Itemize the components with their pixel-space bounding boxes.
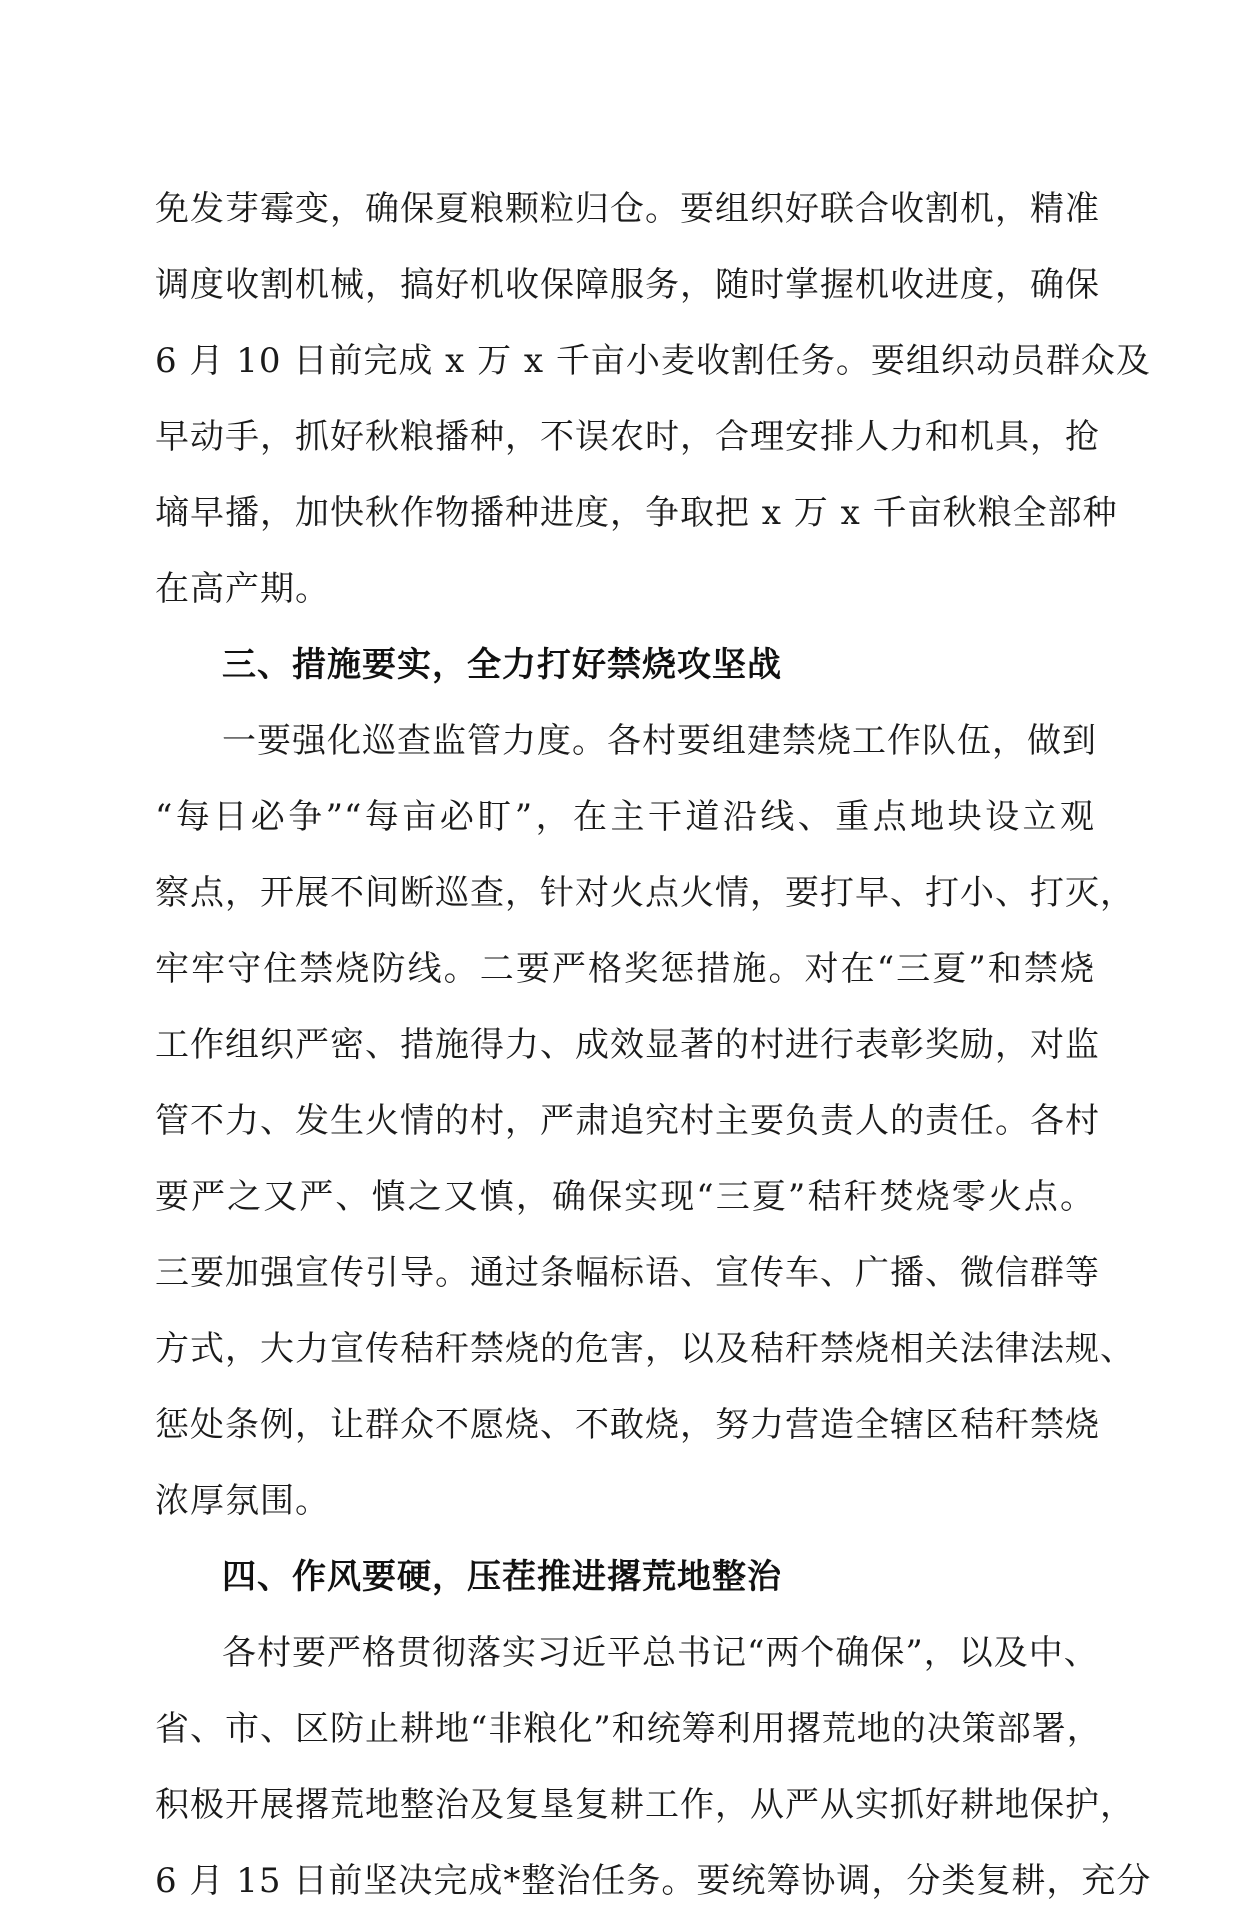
section-heading-3: 三、措施要实，全力打好禁烧攻坚战 [222,645,782,685]
paragraph-line: 省、市、区防止耕地“非粮化”和统筹利用撂荒地的决策部署， [155,1709,1102,1749]
paragraph-line: 各村要严格贯彻落实习近平总书记“两个确保”，以及中、 [222,1633,1099,1673]
paragraph-line: 墒早播，加快秋作物播种进度，争取把 x 万 x 千亩秋粮全部种 [155,493,1118,533]
paragraph-line: 早动手，抓好秋粮播种，不误农时，合理安排人力和机具，抢 [155,417,1100,457]
section-heading-4: 四、作风要硬，压茬推进撂荒地整治 [222,1557,782,1597]
paragraph-line: 调度收割机械，搞好机收保障服务，随时掌握机收进度，确保 [155,265,1100,305]
paragraph-line: 管不力、发生火情的村，严肃追究村主要负责人的责任。各村 [155,1101,1100,1141]
paragraph-line: 察点，开展不间断巡查，针对火点火情，要打早、打小、打灭， [155,873,1135,913]
paragraph-line: 牢牢守住禁烧防线。二要严格奖惩措施。对在“三夏”和禁烧 [155,949,1095,989]
paragraph-line: 一要强化巡查监管力度。各村要组建禁烧工作队伍，做到 [222,721,1097,761]
paragraph-line: 要严之又严、慎之又慎，确保实现“三夏”秸秆焚烧零火点。 [155,1177,1095,1217]
paragraph-line: 6 月 10 日前完成 x 万 x 千亩小麦收割任务。要组织动员群众及 [155,341,1151,381]
paragraph-line: 惩处条例，让群众不愿烧、不敢烧，努力营造全辖区秸秆禁烧 [155,1405,1100,1445]
paragraph-line: 在高产期。 [155,569,330,609]
paragraph-line: 三要加强宣传引导。通过条幅标语、宣传车、广播、微信群等 [155,1253,1100,1293]
paragraph-line: 积极开展撂荒地整治及复垦复耕工作，从严从实抓好耕地保护， [155,1785,1135,1825]
paragraph-line: 浓厚氛围。 [155,1481,330,1521]
paragraph-line: 免发芽霉变，确保夏粮颗粒归仓。要组织好联合收割机，精准 [155,189,1100,229]
paragraph-line: 方式，大力宣传秸秆禁烧的危害，以及秸秆禁烧相关法律法规、 [155,1329,1135,1369]
paragraph-line: “每日必争”“每亩必盯”，在主干道沿线、重点地块设立观 [155,797,1095,837]
paragraph-line: 工作组织严密、措施得力、成效显著的村进行表彰奖励，对监 [155,1025,1100,1065]
paragraph-line: 6 月 15 日前坚决完成*整治任务。要统筹协调，分类复耕，充分 [155,1861,1152,1901]
